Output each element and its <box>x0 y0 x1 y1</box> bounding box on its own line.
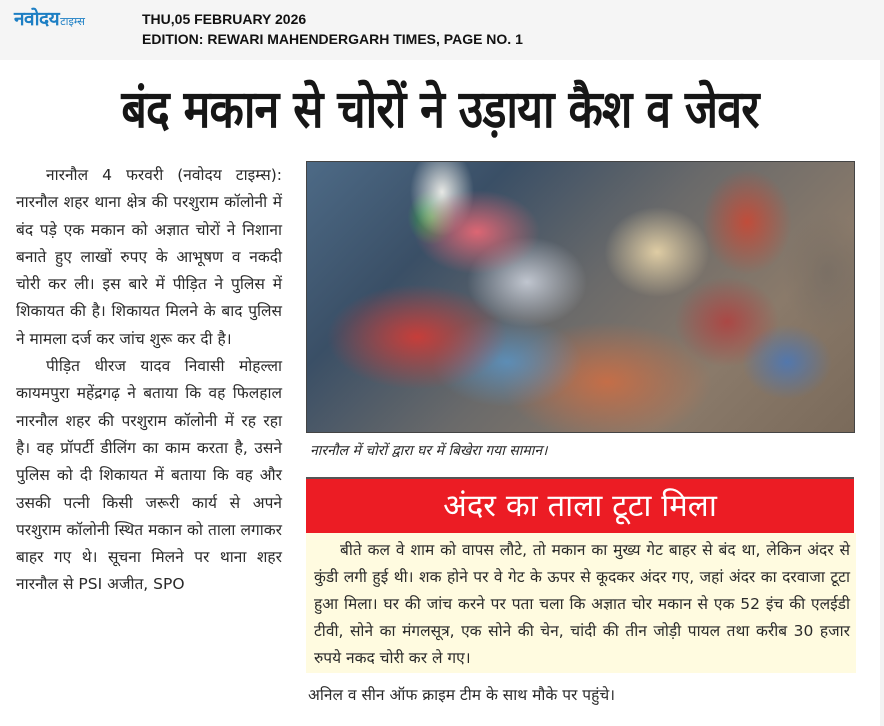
article-continuation: अनिल व सीन ऑफ क्राइम टीम के साथ मौके पर पहुंचे। <box>308 686 616 704</box>
newspaper-logo[interactable] <box>14 8 85 30</box>
article-photo <box>306 161 855 433</box>
logo-sub-text: टाइम्स <box>60 15 85 28</box>
edition-info <box>142 9 523 49</box>
logo-main-text: नवोदय <box>14 8 60 30</box>
page-edge <box>880 60 884 726</box>
article-headline: बंद मकान से चोरों ने उड़ाया कैश व जेवर <box>121 80 759 140</box>
edition-line: EDITION: REWARI MAHENDERGARH TIMES, PAGE NO. 1 <box>142 31 523 47</box>
highlight-text: बीते कल वे शाम को वापस लौटे, तो मकान का मुख्य गेट बाहर से बंद था, लेकिन अंदर से कुंडी लगी हुई थी। शक होने पर वे गेट के ऊपर से कूदकर अंदर गए, जहां अंदर का दरवाजा टूटा हुआ मिला। घर की जांच करने पर पता चला कि अज्ञात चोर मकान से एक 52 इंच की एलईडी टीवी, सोने का मंगलसूत्र, एक सोने की चेन, चांदी की तीन जोड़ी पायल तथा करीब 30 हजार रुपये नकद चोरी कर ले गए। <box>314 541 850 667</box>
article-paragraph-1: नारनौल 4 फरवरी (नवोदय टाइम्स): नारनौल शहर थाना क्षेत्र की परशुराम कॉलोनी में बंद पड़े एक मकान को अज्ञात चोरों ने निशाना बनाते हुए लाखों रुपए के आभूषण व नकदी चोरी कर ली। इस बारे में पीड़ित ने पुलिस में शिकायत की है। शिकायत मिलने के बाद पुलिस ने मामला दर्ज कर जांच शुरू कर दी है। <box>16 166 282 348</box>
top-bar <box>0 0 884 60</box>
photo-caption: नारनौल में चोरों द्वारा घर में बिखेरा गया सामान। <box>310 443 548 459</box>
article-paragraph-2: पीड़ित धीरज यादव निवासी मोहल्ला कायमपुरा महेंद्रगढ़ ने बताया कि वह फिलहाल नारनौल शहर की परशुराम कॉलोनी में रह रहा है। वह प्रॉपर्टी डीलिंग का काम करता है, उसने पुलिस को दी शिकायत में बताया कि वह और उसकी पत्नी किसी जरूरी कार्य से अपने परशुराम कॉलोनी स्थित मकान को ताला लगाकर बाहर गए थे। सूचना मिलने पर थाना शहर नारनौल से PSI अजीत, SPO <box>16 357 282 594</box>
date-line: THU,05 FEBRUARY 2026 <box>142 11 307 27</box>
highlight-box <box>306 533 856 673</box>
article-left-column <box>16 162 282 599</box>
subheading-banner: अंदर का ताला टूटा मिला <box>306 479 854 533</box>
